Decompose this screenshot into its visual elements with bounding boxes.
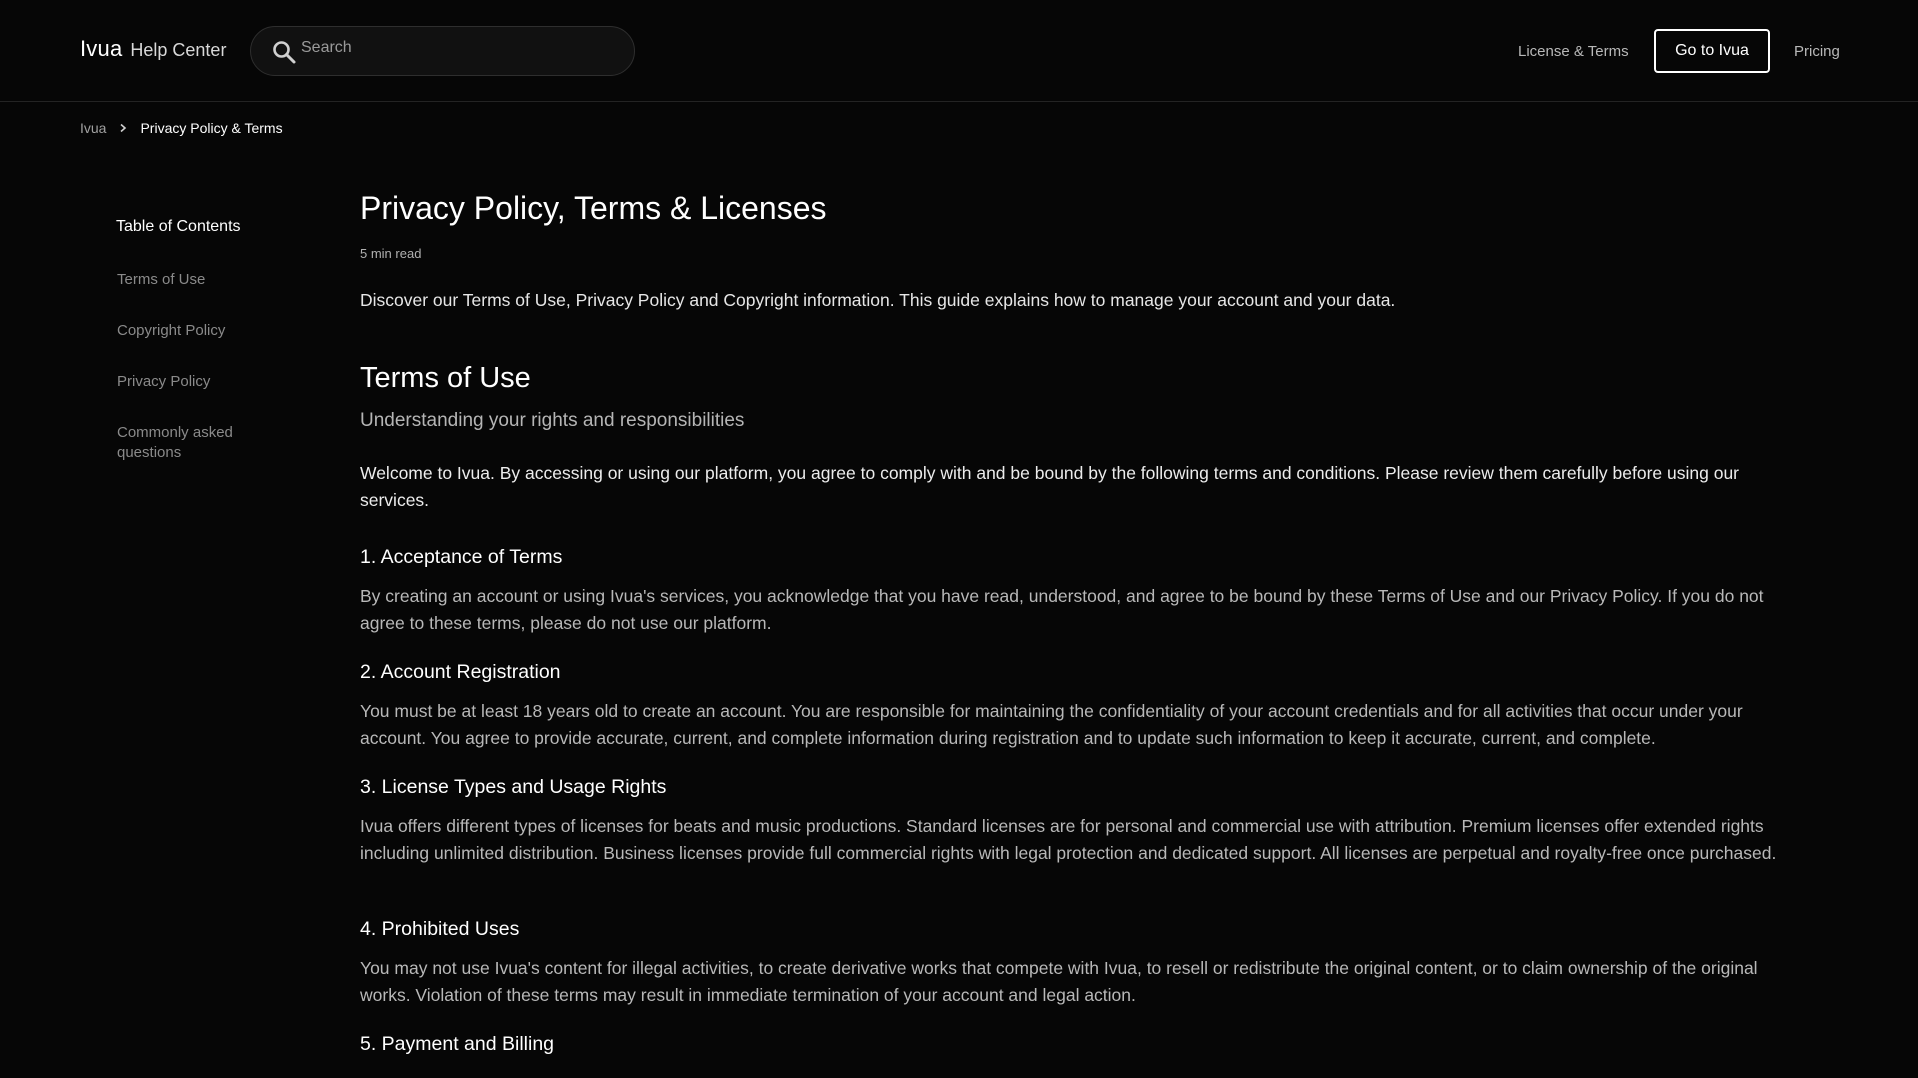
breadcrumb — [80, 120, 283, 136]
search-icon — [271, 39, 297, 65]
subsection-heading: 3. License Types and Usage Rights — [360, 776, 667, 798]
subsection-body: Ivua offers different types of licenses for beats and music productions. Standard licenses are for personal and commercial use with attribution. Premium licenses offer extended rights including unlimited distribution. Business licenses provide full commercial rights with legal protection and dedicated support. All licenses are perpetual and royalty-free once purchased. — [360, 816, 1777, 863]
search-box[interactable] — [250, 26, 635, 76]
breadcrumb-home-link[interactable]: Ivua — [80, 120, 107, 136]
search-input[interactable] — [301, 33, 621, 63]
toc-title: Table of Contents — [116, 218, 241, 235]
chevron-right-icon — [118, 123, 128, 133]
brand-subtitle: Help Center — [130, 40, 227, 60]
nav-license-terms-link[interactable]: License & Terms — [1518, 43, 1629, 60]
nav-pricing-link[interactable]: Pricing — [1794, 43, 1840, 60]
section-subtitle: Understanding your rights and responsibilities — [360, 410, 745, 431]
section-title-terms-of-use: Terms of Use — [360, 362, 531, 394]
subsection-heading: 5. Payment and Billing — [360, 1033, 555, 1055]
table-of-contents — [116, 218, 286, 461]
subsection-body: You may not use Ivua's content for illegal activities, to create derivative works that compete with Ivua, to resell or redistribute the original content, or to claim ownership of the original works. Violation of these terms may result in immediate termination of your account and legal action. — [360, 958, 1758, 1005]
brand-logo[interactable] — [80, 36, 226, 62]
page-title: Privacy Policy, Terms & Licenses — [360, 190, 827, 226]
toc-item-privacy-policy[interactable]: Privacy Policy — [117, 373, 211, 390]
subsection-body: By creating an account or using Ivua's services, you acknowledge that you have read, understood, and agree to be bound by these Terms of Use and our Privacy Policy. If you do not agree to these terms, please do not use our platform. — [360, 586, 1764, 633]
toc-item-faq[interactable]: Commonly asked questions — [117, 424, 233, 461]
brand-name: Ivua — [80, 36, 123, 61]
toc-item-copyright-policy[interactable]: Copyright Policy — [117, 322, 226, 339]
subsection-heading: 2. Account Registration — [360, 661, 561, 683]
subsection-heading: 4. Prohibited Uses — [360, 918, 520, 940]
go-to-ivua-button[interactable]: Go to Ivua — [1654, 29, 1770, 73]
read-time: 5 min read — [360, 246, 422, 261]
welcome-paragraph: Welcome to Ivua. By accessing or using our platform, you agree to comply with and be bound by the following terms and conditions. Please review them carefully before using our services. — [360, 463, 1740, 510]
subsection-heading: 1. Acceptance of Terms — [360, 546, 563, 568]
top-header — [0, 0, 1918, 102]
intro-text: Discover our Terms of Use, Privacy Policy and Copyright information. This guide explains how to manage your account and your data. — [360, 290, 1396, 310]
breadcrumb-current: Privacy Policy & Terms — [140, 120, 283, 136]
toc-item-terms-of-use[interactable]: Terms of Use — [117, 271, 206, 288]
subsection-body: You must be at least 18 years old to create an account. You are responsible for maintaining the confidentiality of your account credentials and for all activities that occur under your account. You agree to provide accurate, current, and complete information during registration and to update such information to keep it accurate, current, and complete. — [360, 701, 1743, 748]
